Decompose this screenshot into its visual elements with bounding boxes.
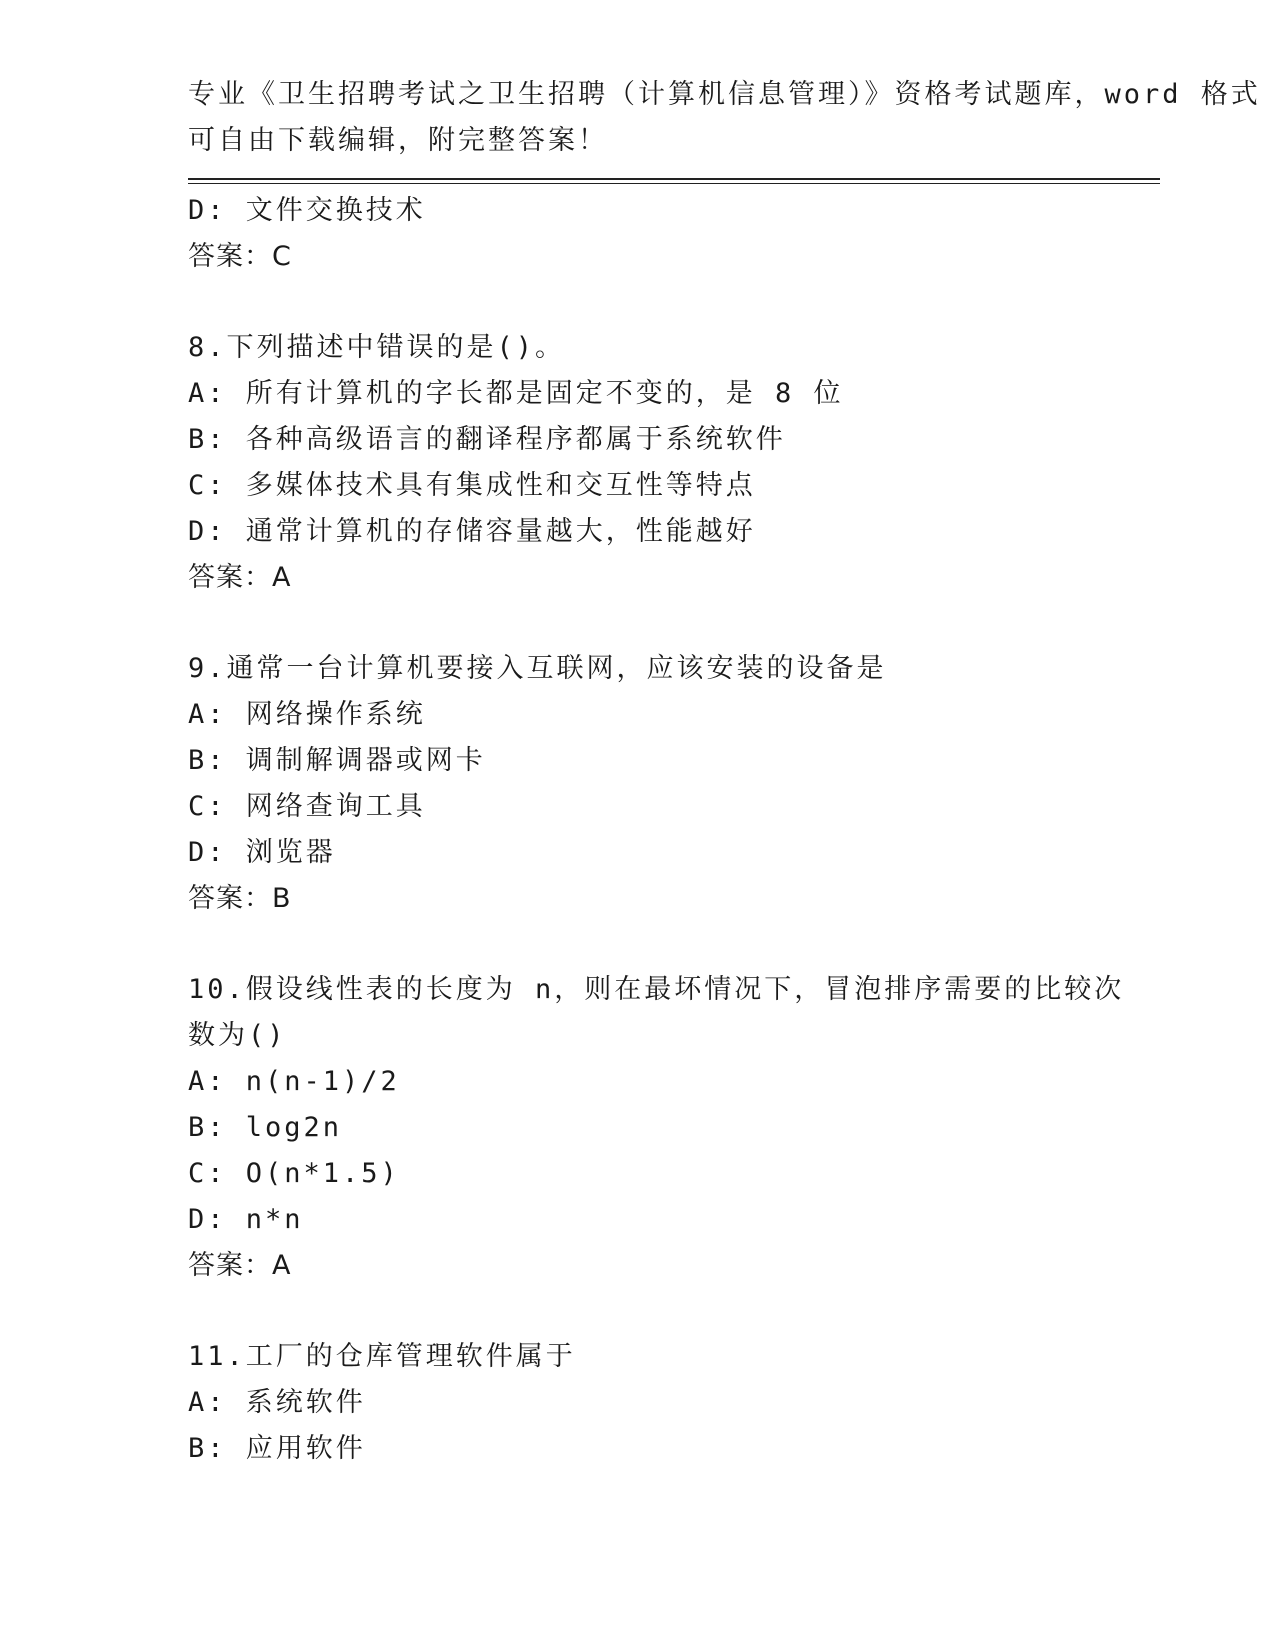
answer: 答案：A	[188, 562, 292, 593]
prev-answer: 答案：C	[188, 241, 292, 272]
question-list	[188, 188, 1125, 1472]
spacer	[188, 280, 1088, 325]
header-divider-thin	[188, 183, 1160, 184]
question-10	[188, 967, 1125, 1289]
option-a: A: 所有计算机的字长都是固定不变的，是 8 位	[188, 378, 844, 409]
answer: 答案：A	[188, 1250, 292, 1281]
option-b: B: 调制解调器或网卡	[188, 745, 486, 776]
option-d: D: n*n	[188, 1204, 304, 1235]
header-line-2: 可自由下载编辑，附完整答案！	[188, 125, 608, 156]
question-9	[188, 646, 1088, 922]
spacer	[188, 922, 1088, 967]
option-c: C: O(n*1.5)	[188, 1158, 400, 1189]
option-b: B: log2n	[188, 1112, 343, 1143]
spacer	[188, 1289, 1088, 1334]
question-title-line-1: 10.假设线性表的长度为 n，则在最坏情况下，冒泡排序需要的比较次	[188, 974, 1125, 1005]
question-11	[188, 1334, 1088, 1472]
option-d: D: 浏览器	[188, 837, 336, 868]
answer: 答案：B	[188, 883, 292, 914]
header-line-1: 专业《卫生招聘考试之卫生招聘（计算机信息管理）》资格考试题库，word 格式	[188, 79, 1261, 110]
question-title: 9.通常一台计算机要接入互联网，应该安装的设备是	[188, 653, 887, 684]
option-b: B: 各种高级语言的翻译程序都属于系统软件	[188, 424, 786, 455]
option-b: B: 应用软件	[188, 1433, 366, 1464]
document-header	[188, 72, 1261, 164]
question-title-line-2: 数为()	[188, 1020, 287, 1051]
option-c: C: 多媒体技术具有集成性和交互性等特点	[188, 470, 756, 501]
question-title: 8.下列描述中错误的是()。	[188, 332, 566, 363]
option-a: A: n(n-1)/2	[188, 1066, 400, 1097]
option-a: A: 系统软件	[188, 1387, 366, 1418]
question-8	[188, 325, 1088, 601]
question-title: 11.工厂的仓库管理软件属于	[188, 1341, 576, 1372]
prev-option-d: D: 文件交换技术	[188, 195, 426, 226]
option-a: A: 网络操作系统	[188, 699, 426, 730]
spacer	[188, 601, 1088, 646]
option-c: C: 网络查询工具	[188, 791, 426, 822]
header-divider-thick	[188, 178, 1160, 180]
option-d: D: 通常计算机的存储容量越大，性能越好	[188, 516, 756, 547]
